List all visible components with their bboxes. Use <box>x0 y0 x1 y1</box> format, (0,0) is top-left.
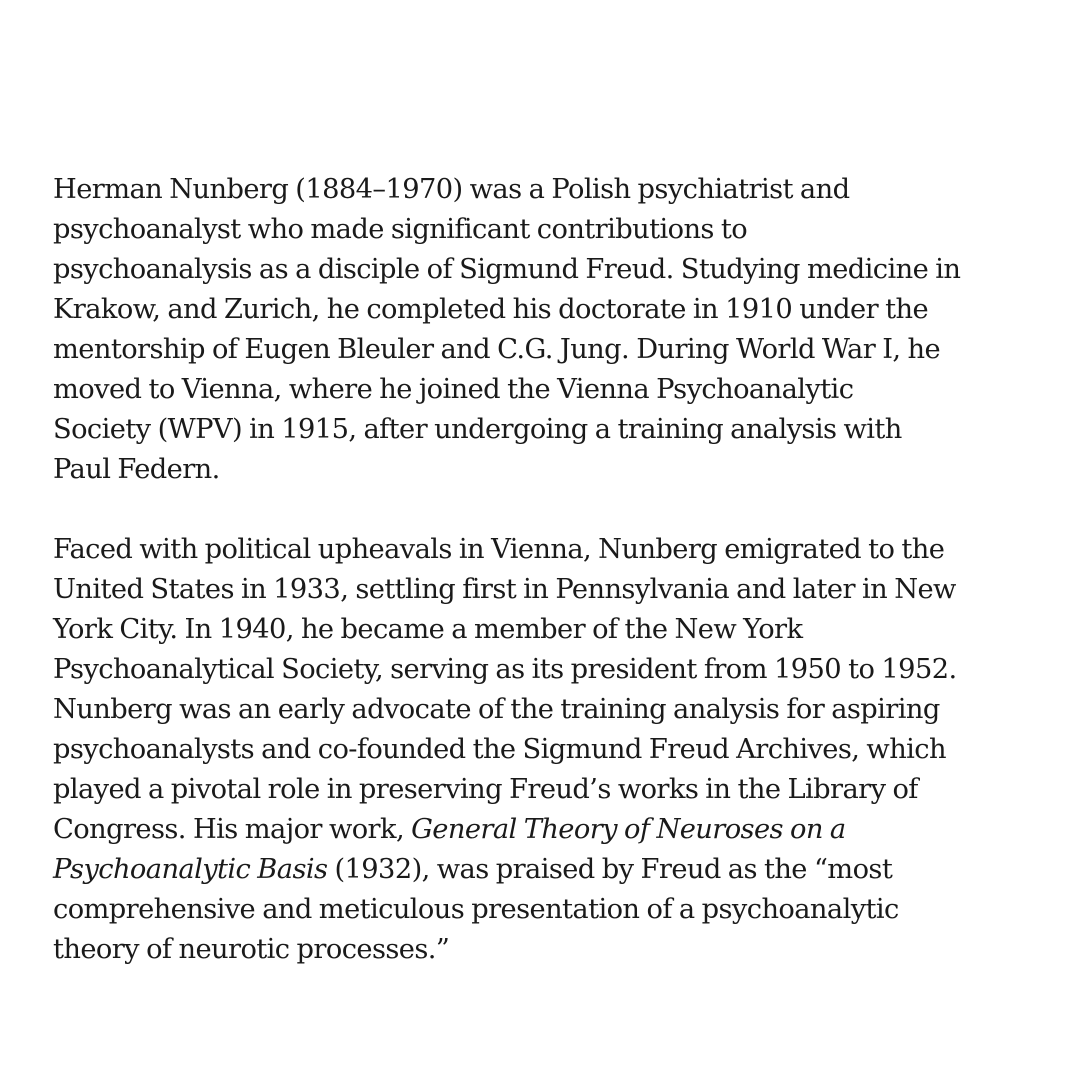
paragraph-line: Society (WPV) in 1915, after undergoing a training analysis with <box>53 414 902 445</box>
line-prefix: Congress. His major work, <box>53 814 412 845</box>
paragraph-line: Psychoanalytical Society, serving as its president from 1950 to 1952. <box>53 654 957 685</box>
paragraph-line: United States in 1933, settling first in Pennsylvania and later in New <box>53 574 956 605</box>
paragraph-line: theory of neurotic processes.” <box>53 934 450 965</box>
paragraph-line: York City. In 1940, he became a member of the New York <box>53 614 803 645</box>
paragraph-line: Krakow, and Zurich, he completed his doctorate in 1910 under the <box>53 294 929 325</box>
paragraph-line: comprehensive and meticulous presentation of a psychoanalytic <box>53 894 899 925</box>
line-suffix: (1932), was praised by Freud as the “most <box>327 854 893 885</box>
paragraph-line: Herman Nunberg (1884–1970) was a Polish psychiatrist and <box>53 174 850 205</box>
biography-text <box>53 170 1053 970</box>
book-title-part-1: General Theory of Neuroses on a <box>411 814 846 845</box>
paragraph-line: psychoanalysis as a disciple of Sigmund Freud. Studying medicine in <box>53 254 961 285</box>
paragraph-line: played a pivotal role in preserving Freud’s works in the Library of <box>53 774 918 805</box>
paragraph-line: Nunberg was an early advocate of the training analysis for aspiring <box>53 694 940 725</box>
book-title-part-2: Psychoanalytic Basis <box>53 854 328 885</box>
paragraph-line: moved to Vienna, where he joined the Vienna Psychoanalytic <box>53 374 854 405</box>
paragraph-line-with-title <box>53 810 1053 850</box>
paragraph-2 <box>53 530 1053 970</box>
paragraph-line: psychoanalyst who made significant contributions to <box>53 214 748 245</box>
paragraph-1 <box>53 170 1053 490</box>
paragraph-spacer <box>53 490 1053 530</box>
paragraph-line: psychoanalysts and co-founded the Sigmund Freud Archives, which <box>53 734 946 765</box>
paragraph-line: mentorship of Eugen Bleuler and C.G. Jung. During World War I, he <box>53 334 941 365</box>
paragraph-line: Faced with political upheavals in Vienna, Nunberg emigrated to the <box>53 534 945 565</box>
paragraph-line-with-title <box>53 850 1053 890</box>
paragraph-line: Paul Federn. <box>53 454 220 485</box>
